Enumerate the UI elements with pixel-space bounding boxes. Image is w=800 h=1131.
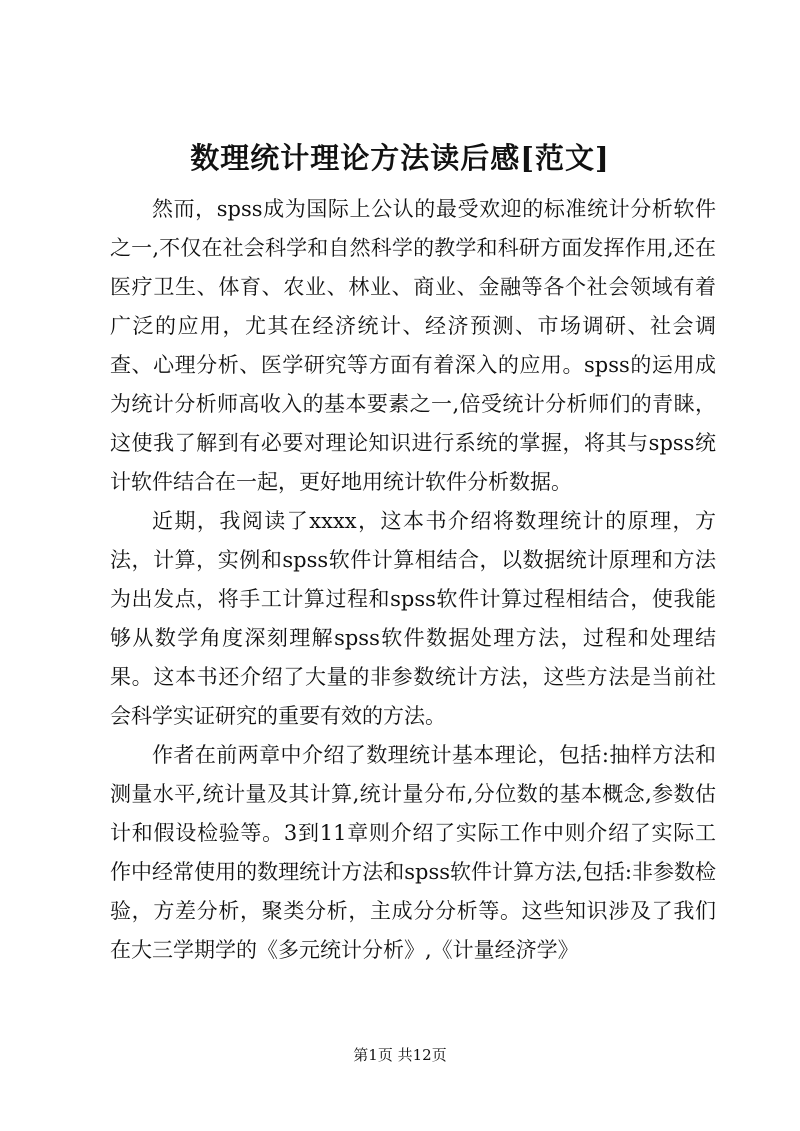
paragraph-2: 近期，我阅读了xxxx，这本书介绍将数理统计的原理，方法，计算，实例和spss软件计算相结合，以数据统计原理和方法为出发点，将手工计算过程和spss软件计算过程相结合，使我能够从数学角度深刻理解spss软件数据处理方法，过程和处理结果。这本书还介绍了大量的非参数统计方法，这些方法是当前社会科学实证研究的重要有效的方法。	[110, 509, 716, 728]
paragraph-3: 作者在前两章中介绍了数理统计基本理论，包括:抽样方法和测量水平,统计量及其计算,统计量分布,分位数的基本概念,参数估计和假设检验等。3到11章则介绍了实际工作中则介绍了实际工作中经常使用的数理统计方法和spss软件计算方法,包括:非参数检验，方差分析，聚类分析，主成分分析等。这些知识涉及了我们在大三学期学的《多元统计分析》,《计量经济学》	[110, 743, 716, 962]
paragraph-1: 然而，spss成为国际上公认的最受欢迎的标准统计分析软件之一,不仅在社会科学和自然科学的教学和科研方面发挥作用,还在医疗卫生、体育、农业、林业、商业、金融等各个社会领域有着广泛的应用，尤其在经济统计、经济预测、市场调研、社会调查、心理分析、医学研究等方面有着深入的应用。spss的运用成为统计分析师高收入的基本要素之一,倍受统计分析师们的青睐，这使我了解到有必要对理论知识进行系统的掌握，将其与spss统计软件结合在一起，更好地用统计软件分析数据。	[110, 197, 716, 494]
document-title: 数理统计理论方法读后感[范文]	[190, 141, 610, 175]
page-number-footer: 第1页 共12页	[353, 1046, 447, 1064]
document-body	[110, 190, 716, 970]
